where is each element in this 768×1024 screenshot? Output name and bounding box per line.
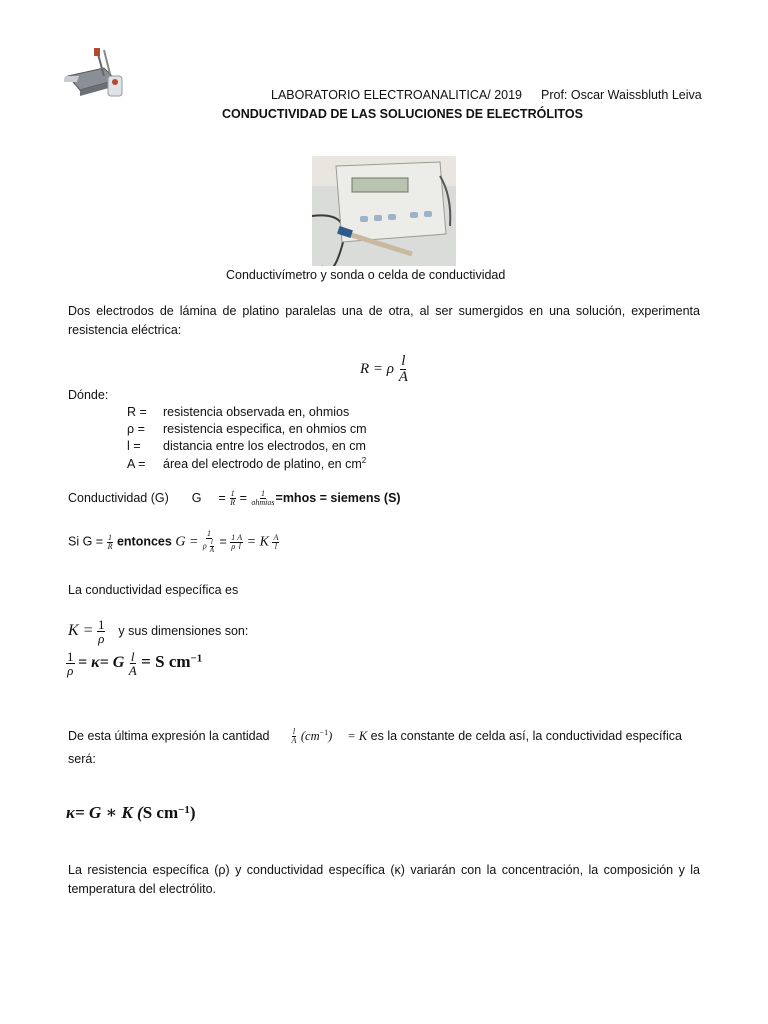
inner-fraction	[209, 539, 215, 554]
constante-unit-close: )	[328, 729, 333, 744]
fraction-l-over-a	[290, 728, 297, 745]
formula-resistance-fraction	[398, 354, 409, 385]
logo-instrument-icon	[64, 46, 134, 104]
kappa-final	[66, 803, 196, 823]
kappa-final-lhs: κ= G ∗ K (	[66, 803, 143, 822]
definition-symbol: ρ =	[127, 422, 145, 436]
si-g-entonces: entonces	[116, 534, 172, 549]
fraction-num: A	[237, 532, 243, 542]
fraction-one-over-r	[229, 490, 236, 507]
fraction-num: 1	[206, 529, 211, 538]
kappa-dimensions	[66, 650, 202, 677]
fraction-num: l	[130, 649, 135, 664]
definition-desc: área del electrodo de platino, en cm	[163, 457, 362, 472]
fraction-den: A	[291, 736, 297, 746]
superscript: −1	[190, 652, 203, 665]
definition-row	[127, 456, 366, 471]
superscript: 2	[361, 456, 367, 465]
fraction-num: 1	[108, 532, 113, 542]
definition-row	[127, 405, 349, 419]
fraction-den: R	[230, 498, 236, 507]
definition-symbol: l =	[127, 439, 141, 453]
kappa-text: y sus dimensiones son:	[118, 623, 249, 638]
conclusion-paragraph: La resistencia específica (ρ) y conductividad específica (κ) variarán con la concentración, la composición y la temperatura del electrólito.	[68, 863, 700, 896]
kappa-dims-eq: = κ= G	[77, 653, 125, 671]
si-g-line	[68, 530, 279, 554]
conductividad-units: =mhos = siemens (S)	[275, 490, 401, 505]
fraction-a-over-l	[236, 534, 243, 551]
definition-symbol: A =	[127, 457, 146, 472]
fraction-num: 1	[231, 532, 236, 542]
fraction-num: 1	[230, 489, 235, 498]
kappa-final-unit: S cm	[142, 803, 179, 822]
especifica-label: La conductividad específica es	[68, 583, 239, 597]
constante-eq: = K	[347, 729, 368, 744]
donde-label: Dónde:	[68, 388, 109, 402]
constante-line1	[68, 728, 704, 745]
conductividad-g: G	[191, 490, 202, 505]
definition-row	[127, 422, 367, 436]
si-g-prefix: Si G =	[68, 534, 104, 549]
definition-desc: distancia entre los electrodos, en cm	[163, 439, 366, 453]
constante-prefix: De esta última expresión la cantidad	[68, 729, 270, 744]
constante-line2: será:	[68, 752, 96, 766]
fraction-num: 1	[67, 649, 74, 664]
fraction-one-over-rho	[97, 618, 106, 645]
definition-desc: resistencia observada en, ohmios	[163, 405, 350, 419]
formula-resistance-lhs: R = ρ	[360, 360, 394, 377]
fraction-one-over-rho-l-over-a	[202, 530, 216, 554]
header-lab: LABORATORIO ELECTROANALITICA/ 2019	[271, 88, 523, 102]
fraction-den: ρ	[67, 663, 74, 678]
superscript: −1	[178, 803, 190, 816]
si-g-eq: =	[219, 534, 227, 549]
fraction-den: A	[209, 546, 214, 554]
fraction-num: l	[210, 538, 213, 546]
fraction-num: 1	[260, 489, 265, 498]
kappa-dims-rhs: = S cm	[141, 651, 191, 671]
fraction-den: A	[398, 369, 408, 385]
si-g-g-eq: G =	[175, 534, 199, 550]
conductividad-eq2: =	[239, 490, 247, 505]
fraction-den: ρ	[231, 541, 236, 551]
fraction-den: ohmios	[251, 498, 275, 507]
fraction-den: l	[274, 541, 277, 551]
formula-resistance	[360, 354, 409, 385]
conductividad-line	[68, 490, 401, 507]
fraction-den	[202, 539, 216, 554]
fraction-num: A	[273, 532, 279, 542]
figure-caption: Conductivímetro y sonda o celda de conductividad	[226, 268, 506, 282]
definition-symbol: R =	[127, 405, 147, 419]
conductividad-label: Conductividad (G)	[68, 490, 169, 505]
fraction-one-over-r	[107, 534, 114, 551]
fraction-den-rho: ρ	[202, 541, 207, 551]
fraction-num: l	[401, 353, 406, 369]
kappa-lhs: Κ =	[68, 621, 94, 639]
constante-suffix: es la constante de celda así, la conductividad específica	[370, 729, 682, 744]
superscript: −1	[319, 728, 329, 737]
conductividad-eq1: =	[218, 490, 226, 505]
fraction-den: l	[238, 541, 241, 551]
constante-unit: (cm	[300, 729, 320, 744]
conductivity-meter-photo	[312, 156, 456, 266]
fraction-den: ρ	[98, 631, 105, 646]
kappa-definition	[68, 618, 248, 645]
si-g-eq2: = K	[246, 534, 269, 550]
definition-desc: resistencia especifica, en ohmios cm	[163, 422, 367, 436]
fraction-num: l	[292, 727, 296, 737]
fraction-one-over-rho	[66, 650, 75, 677]
fraction-a-over-l	[272, 534, 279, 551]
fraction-one-over-ohmios	[250, 490, 275, 507]
kappa-final-close: )	[189, 803, 196, 822]
fraction-num: 1	[97, 617, 105, 632]
header-prof: Prof: Oscar Waissbluth Leiva	[541, 88, 702, 102]
fraction-den: R	[107, 541, 113, 551]
intro-paragraph: Dos electrodos de lámina de platino paralelas una de otra, al ser sumergidos en una solución, experimenta resistencia eléctrica:	[68, 304, 700, 337]
page-title: CONDUCTIVIDAD DE LAS SOLUCIONES DE ELECTRÓLITOS	[222, 107, 583, 121]
fraction-den: A	[128, 663, 137, 678]
definition-row	[127, 439, 366, 453]
fraction-l-over-a	[128, 650, 138, 677]
